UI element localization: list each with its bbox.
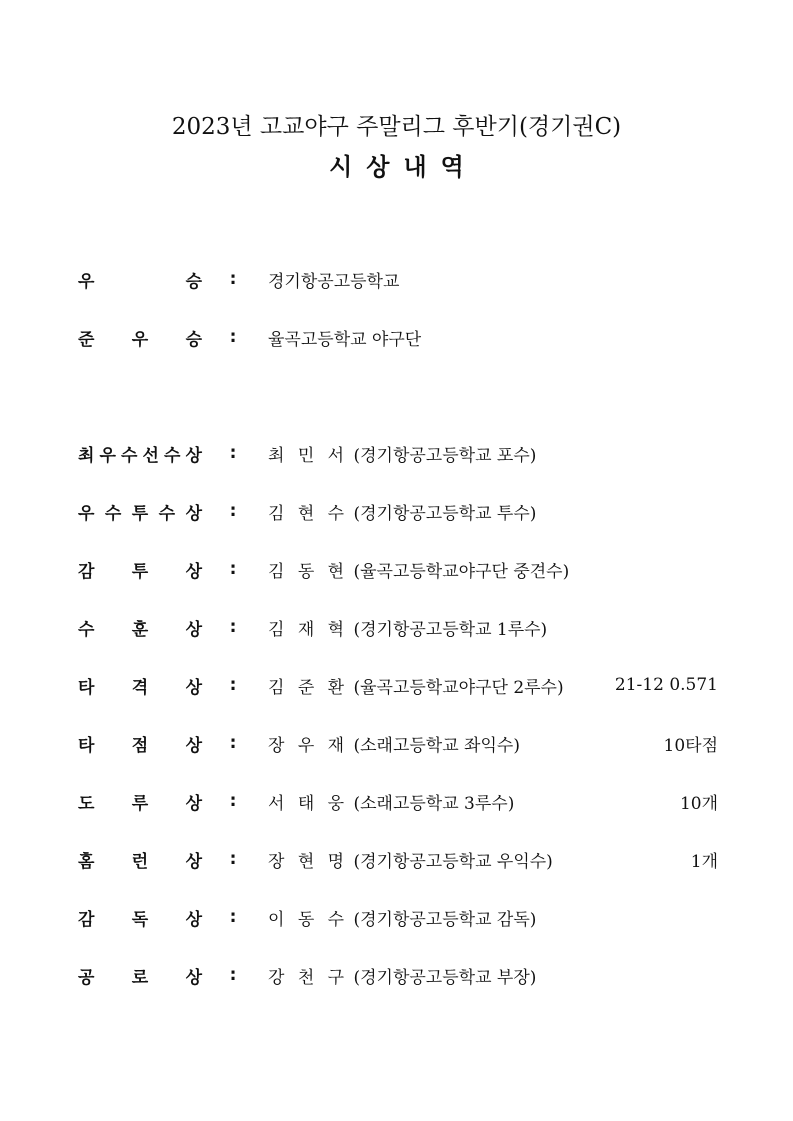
colon: : [229,443,237,463]
document-header [0,110,793,184]
award-recipient: 장 우 재 [268,735,349,756]
award-recipient: 장 현 명 [268,851,349,872]
result-row-runner-up [78,322,718,352]
award-value [268,673,615,698]
award-label: 타 격 상 [78,677,202,698]
award-value [268,963,718,988]
award-row-batting [78,670,718,700]
award-row-merit [78,612,718,642]
award-label: 공 로 상 [78,967,202,988]
award-value [268,615,718,640]
award-affiliation: (경기항공고등학교 우익수) [353,851,553,872]
award-recipient: 강 천 구 [268,967,349,988]
award-stat: 1개 [690,851,718,872]
award-affiliation: (경기항공고등학교 감독) [353,909,537,930]
award-value [268,905,718,930]
award-label: 도 루 상 [78,793,202,814]
award-affiliation: (경기항공고등학교 포수) [353,445,537,466]
award-value [268,847,691,872]
colon: : [229,849,237,869]
result-label: 우 승 [78,271,202,292]
award-affiliation: (경기항공고등학교 투수) [353,503,537,524]
award-recipient: 김 동 현 [268,561,349,582]
award-label: 타 점 상 [78,735,202,756]
award-label: 감 투 상 [78,561,202,582]
result-label: 준 우 승 [78,329,202,350]
award-row-stolen-base [78,786,718,816]
award-row-fighting-spirit [78,554,718,584]
result-row-winner [78,264,718,294]
award-value [268,557,718,582]
colon: : [229,617,237,637]
colon: : [229,327,237,347]
award-affiliation: (경기항공고등학교 부장) [353,967,537,988]
award-recipient: 김 현 수 [268,503,349,524]
award-affiliation: (경기항공고등학교 1루수) [353,619,548,640]
result-value: 율곡고등학교 야구단 [268,329,422,350]
award-recipient: 이 동 수 [268,909,349,930]
document-title: 2023년 고교야구 주말리그 후반기(경기권C) [171,114,622,140]
colon: : [229,559,237,579]
award-label: 수 훈 상 [78,619,202,640]
award-recipient: 최 민 서 [268,445,349,466]
result-value: 경기항공고등학교 [268,271,400,292]
award-value [268,499,718,524]
colon: : [229,907,237,927]
award-recipient: 김 준 환 [268,677,349,698]
award-stat: 21-12 0.571 [614,675,718,695]
award-label: 최 우 수 선 수 상 [78,445,202,466]
colon: : [229,965,237,985]
award-recipient: 서 태 웅 [268,793,349,814]
award-affiliation: (율곡고등학교야구단 중견수) [353,561,570,582]
colon: : [229,733,237,753]
award-row-rbi [78,728,718,758]
award-row-best-pitcher [78,496,718,526]
award-label: 홈 런 상 [78,851,202,872]
award-row-home-run [78,844,718,874]
award-row-contribution [78,960,718,990]
award-affiliation: (율곡고등학교야구단 2루수) [353,677,564,698]
document-subtitle: 시상내역 [329,152,478,181]
award-label: 우 수 투 수 상 [78,503,202,524]
award-label: 감 독 상 [78,909,202,930]
award-value [268,789,680,814]
colon: : [229,501,237,521]
award-value [268,441,718,466]
award-affiliation: (소래고등학교 좌익수) [353,735,520,756]
award-row-mvp [78,438,718,468]
award-recipient: 김 재 혁 [268,619,349,640]
award-stat: 10개 [679,793,718,814]
award-value [268,731,664,756]
award-affiliation: (소래고등학교 3루수) [353,793,515,814]
colon: : [229,269,237,289]
award-stat: 10타점 [663,735,718,756]
colon: : [229,675,237,695]
award-row-manager [78,902,718,932]
colon: : [229,791,237,811]
